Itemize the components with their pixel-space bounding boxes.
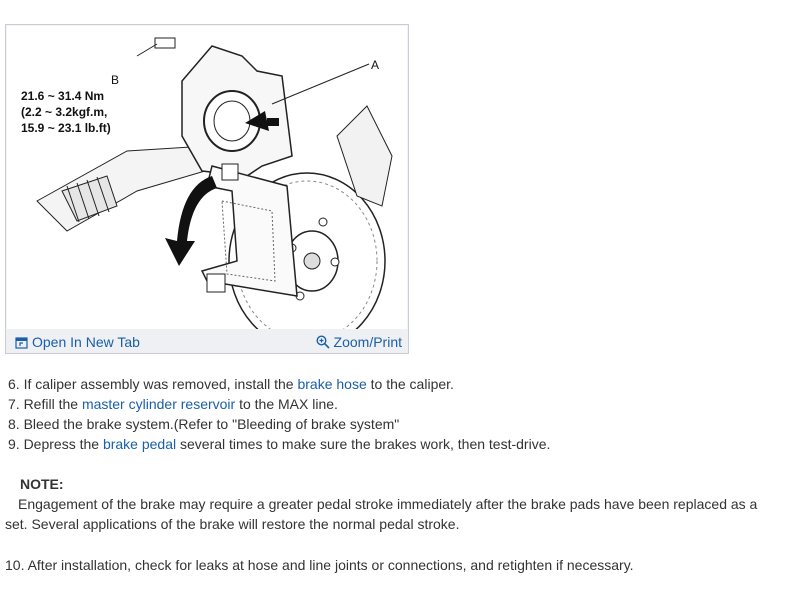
figure-toolbar (6, 329, 408, 353)
step-text: several times to make sure the brakes work, then test-drive. (176, 436, 551, 452)
torque-line: (2.2 ~ 3.2kgf.m, (21, 105, 108, 119)
step-text: 8. Bleed the brake system.(Refer to "Bleeding of brake system" (8, 416, 400, 432)
zoom-print-label: Zoom/Print (333, 334, 402, 350)
step-9 (0, 434, 785, 454)
procedure-text (0, 374, 785, 575)
step-8 (0, 414, 785, 434)
open-new-tab-label: Open In New Tab (32, 334, 140, 350)
note-body: Engagement of the brake may require a greater pedal stroke immediately after the brake pads have been replaced as a set. Several applications of the brake will restore the normal pedal stroke. (5, 496, 758, 532)
open-new-tab-icon (15, 336, 28, 352)
step-7 (0, 394, 785, 414)
step-text: to the caliper. (366, 376, 454, 392)
step-6 (0, 374, 785, 394)
torque-line: 21.6 ~ 31.4 Nm (21, 89, 105, 103)
step-text: 9. Depress the (8, 436, 103, 452)
brake-pedal-link[interactable]: brake pedal (102, 436, 177, 452)
figure-panel (5, 24, 409, 354)
note-heading: NOTE: (20, 476, 64, 492)
open-new-tab-link[interactable] (15, 334, 140, 352)
step-text: to the MAX line. (235, 396, 338, 412)
zoom-print-link[interactable] (316, 334, 402, 352)
brake-hose-link[interactable]: brake hose (297, 376, 367, 392)
step-10: 10. After installation, check for leaks at hose and line joints or connections, and retighten if necessary. (5, 557, 634, 573)
magnifier-icon (316, 335, 330, 352)
callout-label-a: A (371, 58, 380, 72)
step-text: 6. If caliper assembly was removed, install the (8, 376, 298, 392)
step-text: 7. Refill the (8, 396, 82, 412)
brake-caliper-diagram (7, 26, 407, 329)
torque-line: 15.9 ~ 23.1 lb.ft) (21, 121, 111, 135)
master-cylinder-reservoir-link[interactable]: master cylinder reservoir (81, 396, 236, 412)
torque-callout (21, 73, 120, 136)
callout-label-b: B (111, 73, 120, 87)
